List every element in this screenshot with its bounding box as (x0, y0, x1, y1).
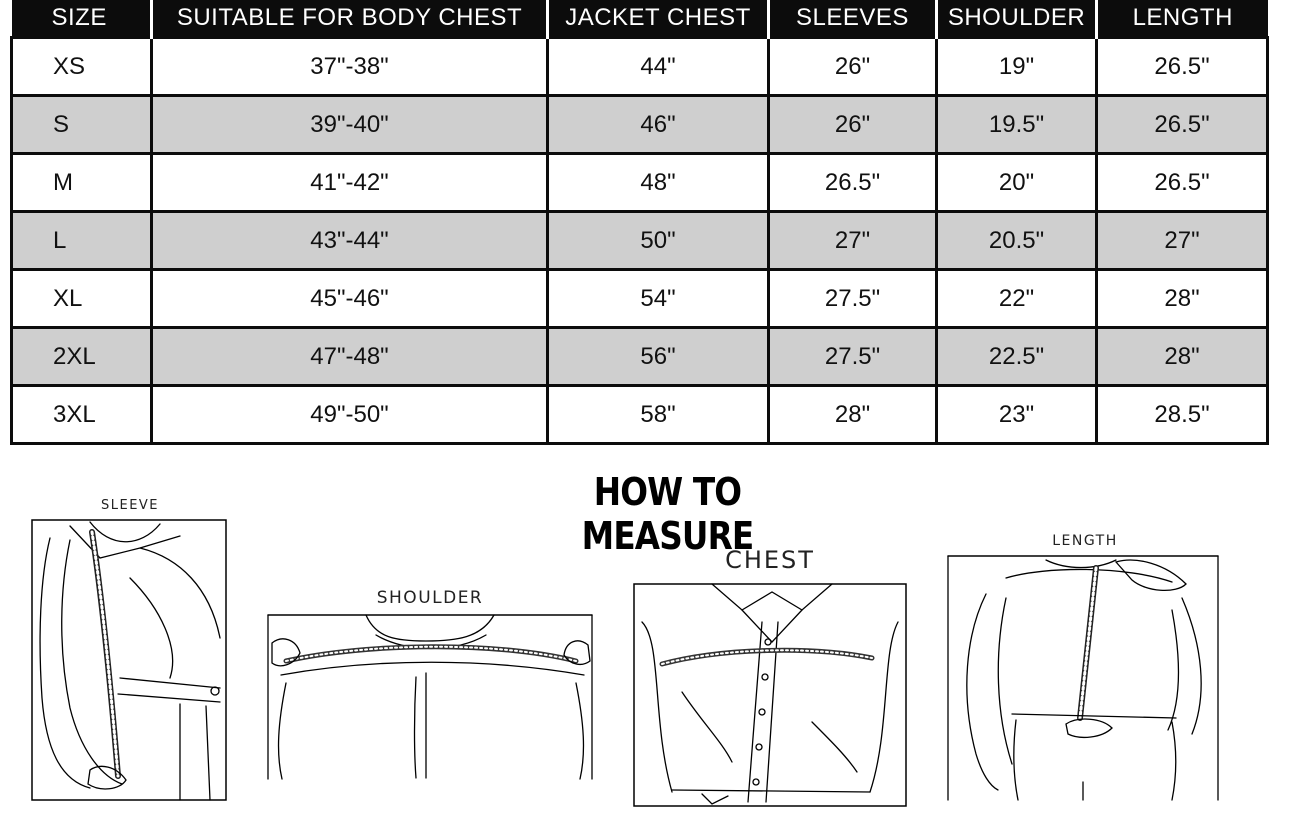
cell-length: 26.5" (1097, 96, 1268, 154)
cell-shoulder: 20" (937, 154, 1097, 212)
cell-shoulder: 19" (937, 38, 1097, 96)
table-row (12, 328, 1268, 386)
chest-label: CHEST (725, 546, 815, 574)
length-illustration (946, 554, 1220, 802)
sleeve-label: SLEEVE (100, 498, 160, 513)
cell-body-chest: 39"-40" (152, 96, 548, 154)
cell-jacket-chest: 54" (548, 270, 769, 328)
sleeve-illustration (30, 518, 228, 802)
cell-jacket-chest: 48" (548, 154, 769, 212)
cell-jacket-chest: 44" (548, 38, 769, 96)
cell-shoulder: 19.5" (937, 96, 1097, 154)
cell-body-chest: 47"-48" (152, 328, 548, 386)
cell-sleeves: 27.5" (769, 328, 937, 386)
table-row (12, 270, 1268, 328)
cell-body-chest: 49"-50" (152, 386, 548, 444)
cell-size: XS (12, 38, 152, 96)
cell-length: 28.5" (1097, 386, 1268, 444)
header-jacket-chest: JACKET CHEST (548, 0, 769, 38)
cell-length: 27" (1097, 212, 1268, 270)
table-row (12, 212, 1268, 270)
header-sleeves: SLEEVES (769, 0, 937, 38)
how-to-measure-title: HOW TO MEASURE (581, 470, 754, 558)
cell-body-chest: 37"-38" (152, 38, 548, 96)
table-header-row (12, 0, 1268, 38)
cell-sleeves: 28" (769, 386, 937, 444)
cell-jacket-chest: 56" (548, 328, 769, 386)
header-length: LENGTH (1097, 0, 1268, 38)
table-row (12, 386, 1268, 444)
cell-sleeves: 27" (769, 212, 937, 270)
cell-jacket-chest: 46" (548, 96, 769, 154)
cell-jacket-chest: 58" (548, 386, 769, 444)
cell-sleeves: 26.5" (769, 154, 937, 212)
cell-size: XL (12, 270, 152, 328)
cell-shoulder: 23" (937, 386, 1097, 444)
table-row (12, 38, 1268, 96)
cell-shoulder: 22.5" (937, 328, 1097, 386)
cell-size: L (12, 212, 152, 270)
cell-length: 26.5" (1097, 38, 1268, 96)
cell-size: 3XL (12, 386, 152, 444)
shoulder-label: SHOULDER (376, 588, 484, 608)
cell-size: 2XL (12, 328, 152, 386)
length-label: LENGTH (1052, 533, 1118, 549)
cell-sleeves: 27.5" (769, 270, 937, 328)
cell-length: 28" (1097, 270, 1268, 328)
cell-body-chest: 43"-44" (152, 212, 548, 270)
cell-jacket-chest: 50" (548, 212, 769, 270)
cell-sleeves: 26" (769, 38, 937, 96)
cell-shoulder: 20.5" (937, 212, 1097, 270)
cell-body-chest: 41"-42" (152, 154, 548, 212)
cell-sleeves: 26" (769, 96, 937, 154)
table-row (12, 154, 1268, 212)
cell-size: S (12, 96, 152, 154)
cell-size: M (12, 154, 152, 212)
header-size: SIZE (12, 0, 152, 38)
header-shoulder: SHOULDER (937, 0, 1097, 38)
chest-illustration (632, 582, 908, 808)
size-chart-table (10, 0, 1269, 445)
header-body-chest: SUITABLE FOR BODY CHEST (152, 0, 548, 38)
shoulder-illustration (266, 613, 594, 783)
table-row (12, 96, 1268, 154)
cell-length: 28" (1097, 328, 1268, 386)
cell-length: 26.5" (1097, 154, 1268, 212)
cell-body-chest: 45"-46" (152, 270, 548, 328)
cell-shoulder: 22" (937, 270, 1097, 328)
